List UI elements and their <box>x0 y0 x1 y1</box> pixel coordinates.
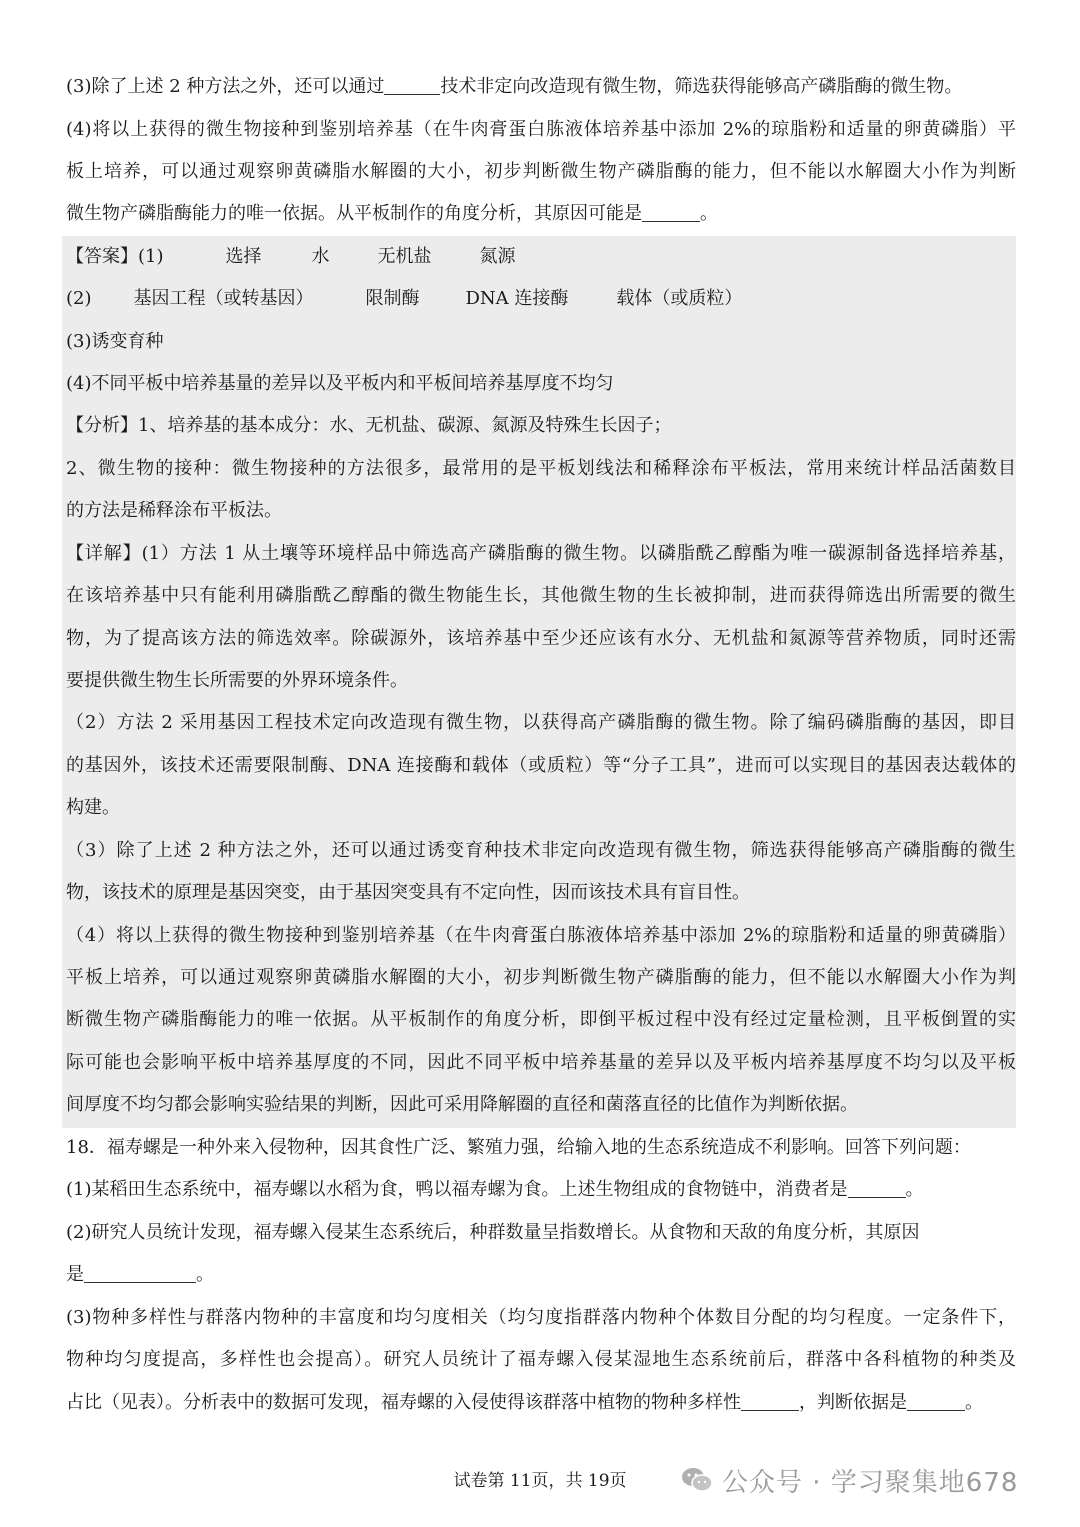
answer-1-num: (1) <box>138 246 164 267</box>
answer-2-item: 基因工程（或转基因） <box>133 288 314 309</box>
detail-4-line-1: （4）将以上获得的微生物接种到鉴别培养基（在牛肉膏蛋白胨液体培养基中添加 2%的琼脂粉和适量的卵黄磷脂） <box>66 925 1016 946</box>
q18-part3-text-b: ，判断依据是 <box>799 1392 907 1413</box>
detail-2-line-3: 构建。 <box>66 797 120 818</box>
answer-blank <box>384 76 440 95</box>
q18-part3-text-a: 占比（见表）。分析表中的数据可发现，福寿螺的入侵使得该群落中植物的物种多样性 <box>66 1392 741 1413</box>
q18-part3-line3 <box>66 1391 1016 1415</box>
answer-2-item: 载体（或质粒） <box>616 288 743 309</box>
answer-blank <box>741 1392 799 1411</box>
q17-part4-line3 <box>66 202 1016 226</box>
analysis-line-2: 2、微生物的接种：微生物接种的方法很多，最常用的是平板划线法和稀释涂布平板法，常用来统计样品活菌数目 <box>66 458 1016 479</box>
answer-1-item: 氮源 <box>479 246 516 267</box>
answer-2-num: (2) <box>66 288 92 309</box>
answer-1-item: 无机盐 <box>377 246 432 267</box>
answer-line-3: (3)诱变育种 <box>66 331 164 352</box>
q17-part4-line1: (4)将以上获得的微生物接种到鉴别培养基（在牛肉膏蛋白胨液体培养基中添加 2%的琼脂粉和适量的卵黄磷脂）平 <box>66 119 1016 140</box>
q18-part1 <box>66 1178 1016 1202</box>
q18-part3-line2: 物种均匀度提高，多样性也会提高）。研究人员统计了福寿螺入侵某湿地生态系统前后，群落中各科植物的种类及 <box>66 1349 1016 1370</box>
answer-label: 【答案】 <box>66 246 138 267</box>
answer-line-4: (4)不同平板中培养基量的差异以及平板内和平板间培养基厚度不均匀 <box>66 373 614 394</box>
answer-line-2 <box>66 287 1016 311</box>
watermark-text: 公众号 · 学习聚集地678 <box>722 1467 1019 1498</box>
detail-1-line-1: 【详解】(1）方法 1 从土壤等环境样品中筛选高产磷脂酶的微生物。以磷脂酰乙醇酯为唯一碳源制备选择培养基， <box>66 543 1016 564</box>
detail-1-line-2: 在该培养基中只有能利用磷脂酰乙醇酯的微生物能生长，其他微生物的生长被抑制，进而获得筛选出所需要的微生 <box>66 585 1016 606</box>
q17-part4-line3-end: 。 <box>700 203 718 224</box>
q18-part2-text: 是 <box>66 1264 84 1285</box>
watermark <box>680 1460 1018 1500</box>
detail-4-line-3: 断微生物产磷脂酶能力的唯一依据。从平板制作的角度分析，即倒平板过程中没有经过定量检测，且平板倒置的实 <box>66 1009 1016 1030</box>
answer-blank <box>848 1179 906 1198</box>
answer-2-item: DNA 连接酶 <box>465 288 569 309</box>
detail-3-line-1: （3）除了上述 2 种方法之外，还可以通过诱变育种技术非定向改造现有微生物，筛选获得能够高产磷脂酶的微生 <box>66 840 1016 861</box>
q18-part2-line1: (2)研究人员统计发现，福寿螺入侵某生态系统后，种群数量呈指数增长。从食物和天敌的角度分析，其原因 <box>66 1222 920 1243</box>
answer-2-item: 限制酶 <box>365 288 420 309</box>
analysis-line-1: 【分析】1、培养基的基本成分：水、无机盐、碳源、氮源及特殊生长因子； <box>66 415 672 436</box>
detail-4-line-5: 间厚度不均匀都会影响实验结果的判断，因此可采用降解圈的直径和菌落直径的比值作为判断依据。 <box>66 1094 858 1115</box>
detail-1-line-3: 物，为了提高该方法的筛选效率。除碳源外，该培养基中至少还应该有水分、无机盐和氮源等营养物质，同时还需 <box>66 628 1016 649</box>
q18-stem: 18．福寿螺是一种外来入侵物种，因其食性广泛、繁殖力强，给输入地的生态系统造成不利影响。回答下列问题： <box>66 1137 971 1158</box>
answer-line-1 <box>66 245 1016 269</box>
q18-part2-line2 <box>66 1263 1016 1287</box>
q17-part4-line3-text: 微生物产磷脂酶能力的唯一依据。从平板制作的角度分析，其原因可能是 <box>66 203 642 224</box>
detail-4-line-4: 际可能也会影响平板中培养基厚度的不同，因此不同平板中培养基量的差异以及平板内培养基厚度不均匀以及平板 <box>66 1052 1016 1073</box>
q18-part3-end: 。 <box>965 1392 983 1413</box>
q17-part4-line2: 板上培养，可以通过观察卵黄磷脂水解圈的大小，初步判断微生物产磷脂酶的能力，但不能以水解圈大小作为判断 <box>66 161 1016 182</box>
q17-part3-text-b: 技术非定向改造现有微生物，筛选获得能够高产磷脂酶的微生物。 <box>440 76 963 97</box>
analysis-line-3: 的方法是稀释涂布平板法。 <box>66 500 282 521</box>
q18-part1-text: (1)某稻田生态系统中，福寿螺以水稻为食，鸭以福寿螺为食。上述生物组成的食物链中，消费者是 <box>66 1179 848 1200</box>
answer-blank <box>642 203 700 222</box>
answer-1-item: 水 <box>311 246 330 267</box>
q18-part2-end: 。 <box>196 1264 214 1285</box>
detail-3-line-2: 物，该技术的原理是基因突变，由于基因突变具有不定向性，因而该技术具有盲目性。 <box>66 882 750 903</box>
answer-blank <box>907 1392 965 1411</box>
q18-part3-line1: (3)物种多样性与群落内物种的丰富度和均匀度相关（均匀度指群落内物种个体数目分配的均匀程度。一定条件下， <box>66 1307 1016 1328</box>
q17-part3-text-a: (3)除了上述 2 种方法之外，还可以通过 <box>66 76 385 97</box>
detail-1-line-4: 要提供微生物生长所需要的外界环境条件。 <box>66 670 408 691</box>
detail-4-line-2: 平板上培养，可以通过观察卵黄磷脂水解圈的大小，初步判断微生物产磷脂酶的能力，但不能以水解圈大小作为判 <box>66 967 1016 988</box>
detail-2-line-2: 的基因外，该技术还需要限制酶、DNA 连接酶和载体（或质粒）等“分子工具”，进而可以实现目的基因表达载体的 <box>66 755 1016 776</box>
answer-1-item: 选择 <box>225 246 262 267</box>
detail-2-line-1: （2）方法 2 采用基因工程技术定向改造现有微生物，以获得高产磷脂酶的微生物。除了编码磷脂酶的基因，即目 <box>66 712 1016 733</box>
wechat-icon <box>680 1463 714 1497</box>
answer-blank <box>84 1264 196 1283</box>
q18-part1-end: 。 <box>905 1179 924 1200</box>
q17-part3 <box>66 75 1016 99</box>
page-footer: 试卷第 11页，共 19页 <box>453 1471 627 1491</box>
